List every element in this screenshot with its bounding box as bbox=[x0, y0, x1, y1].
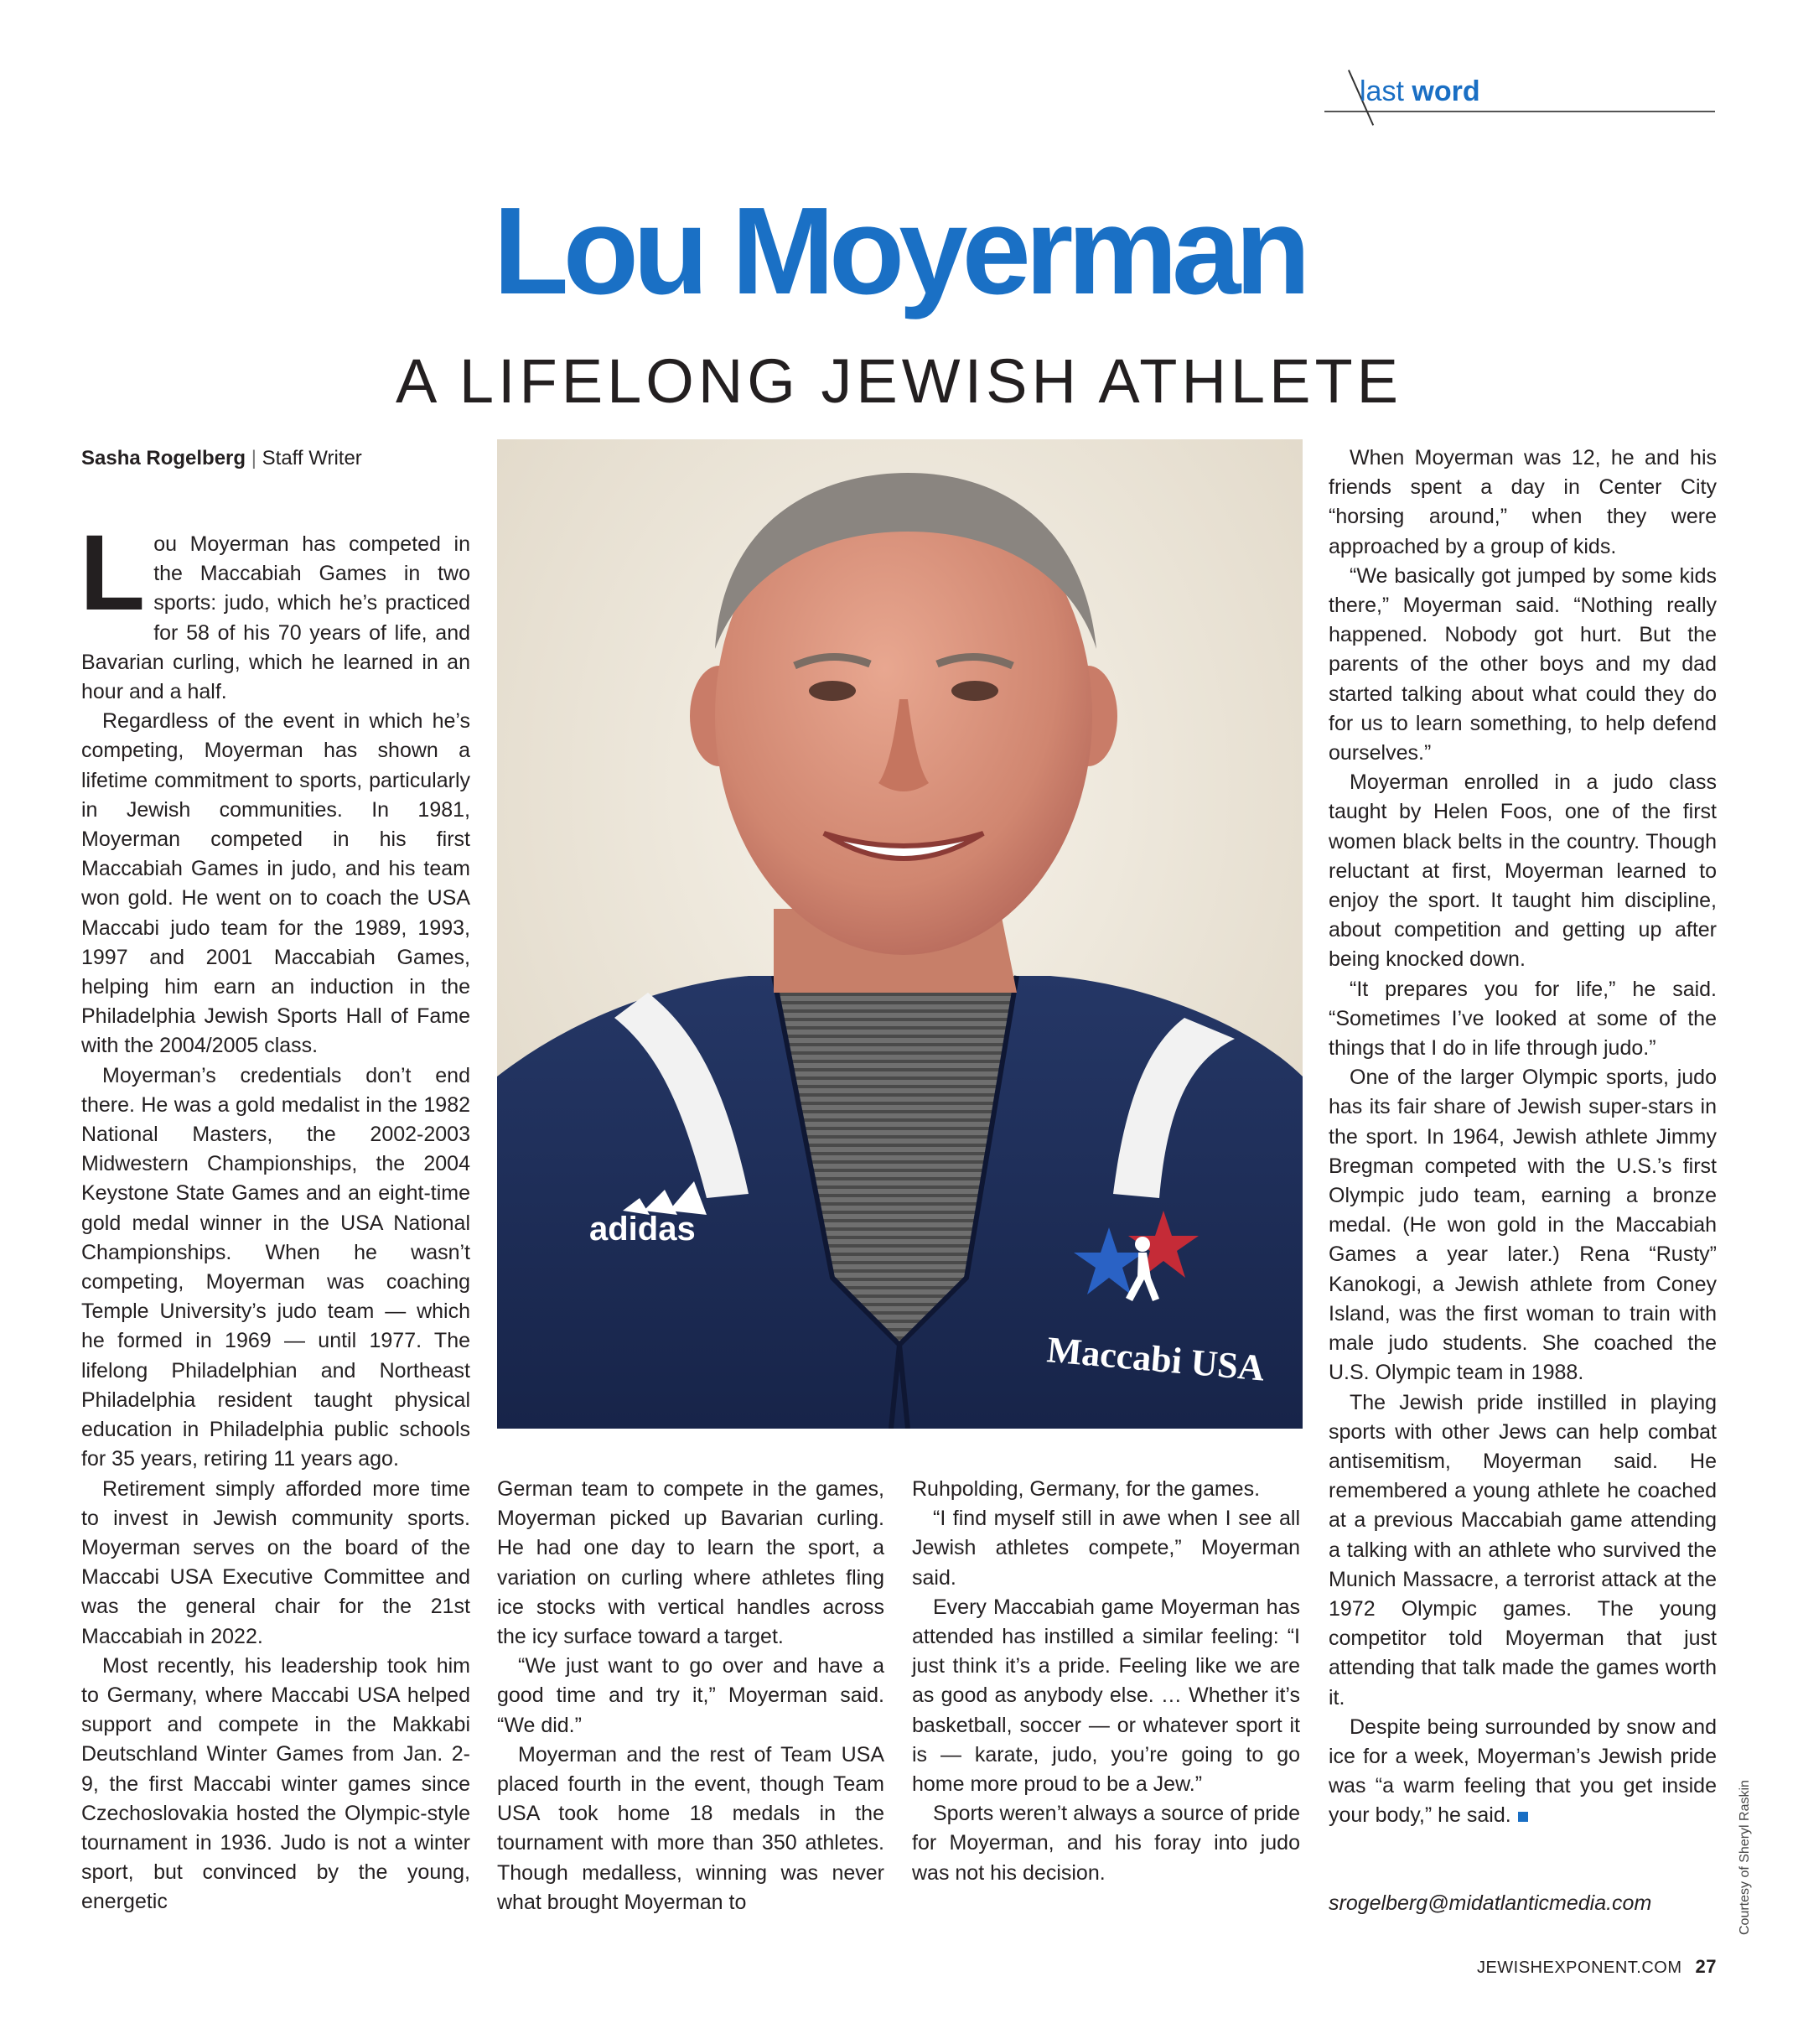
section-tag bbox=[1324, 75, 1715, 126]
paragraph: Every Maccabiah game Moyerman has attended has instilled a similar feeling: “I just think it’s a pride. Feeling like we are as good as anybody else. … Whether it’s basketball, soccer — or whatever sport it is — karate, judo, you’re going to go home more proud to be a Jew.” bbox=[912, 1595, 1300, 1797]
subhead: A LIFELONG JEWISH ATHLETE bbox=[396, 346, 1402, 416]
paragraph: German team to compete in the games, Moyerman picked up Bavarian curling. He had one day to learn the sport, a variation on curling where athletes fling ice stocks with vertical handles across the icy surface toward a target. bbox=[497, 1477, 884, 1649]
section-label: last word bbox=[1360, 75, 1480, 107]
paragraph: Moyerman’s credentials don’t end there. He was a gold medalist in the 1982 National Masters, the 2002-2003 Midwestern Championships, the 2004 Keystone State Games and an eight-time gold medal winner in the USA National Championships. When he wasn’t competing, Moyerman was coaching Temple University’s judo team — which he formed in 1969 — until 1977. The lifelong Philadelphian and Northeast Philadelphia resident taught physical education in Philadelphia public schools for 35 years, retiring 11 years ago. bbox=[81, 1063, 470, 1471]
paragraph: Ruhpolding, Germany, for the games. bbox=[912, 1477, 1261, 1501]
portrait-photo bbox=[497, 439, 1303, 1429]
paragraph: “We just want to go over and have a good time and try it,” Moyerman said. “We did.” bbox=[497, 1654, 884, 1737]
paragraph: Regardless of the event in which he’s competing, Moyerman has shown a lifetime commitment to sports, particularly in Jewish communities. In 1981, Moyerman competed in his first Maccabiah Games in judo, and his team won gold. He went on to coach the USA Maccabi judo team for the 1989, 1993, 1997 and 2001 Maccabiah Games, helping him earn an induction in the Philadelphia Jewish Sports Hall of Fame with the 2004/2005 class. bbox=[81, 709, 470, 1058]
svg-text:adidas: adidas bbox=[589, 1211, 696, 1248]
section-rule bbox=[1324, 111, 1715, 112]
paragraph: Most recently, his leadership took him to Germany, where Maccabi USA helped support and compete in the Makkabi Deutschland Winter Games from Jan. 2-9, the first Maccabi winter games since Czechoslovakia hosted the Olympic-style tournament in 1936. Judo is not a winter sport, but convinced by the young, energetic bbox=[81, 1653, 470, 1914]
page-number: 27 bbox=[1695, 1956, 1717, 1977]
paragraph: “I find myself still in awe when I see all Jewish athletes compete,” Moyerman said. bbox=[912, 1507, 1300, 1590]
byline-role: Staff Writer bbox=[262, 447, 362, 469]
paragraph: The Jewish pride instilled in playing sports with other Jews can help combat antisemitism, Moyerman said. He remembered a young athlete he coached at a previous Maccabiah game attending a talking with an athlete who survived the Munich Massacre, a terrorist attack at the 1972 Olympic games. The young competitor told Moyerman that just attending that talk made the games worth it. bbox=[1329, 1390, 1717, 1709]
paragraph: Moyerman and the rest of Team USA placed fourth in the event, though Team USA took home 18 medals in the tournament with more than 350 athletes. Though medalless, winning was never what brought Moyerman to bbox=[497, 1742, 884, 1914]
article-column-2 bbox=[497, 1475, 884, 1917]
svg-text:Maccabi USA: Maccabi USA bbox=[1045, 1329, 1267, 1389]
footer-site: JEWISHEXPONENT.COM bbox=[1476, 1958, 1682, 1977]
paragraph: Despite being surrounded by snow and ice for a week, Moyerman’s Jewish pride was “a warm feeling that you get inside your body,” he said. bbox=[1329, 1715, 1717, 1828]
byline-separator: | bbox=[251, 447, 256, 469]
byline-author: Sasha Rogelberg bbox=[81, 447, 246, 469]
paragraph: One of the larger Olympic sports, judo has its fair share of Jewish super-stars in the sport. In 1964, Jewish athlete Jimmy Bregman competed with the U.S.’s first Olympic judo team, earning a bronze medal. (He won gold in the Maccabiah Games a year later.) Rena “Rusty” Kanokogi, a Jewish athlete from Coney Island, was the first woman to train with male judo students. She coached the U.S. Olympic team in 1988. bbox=[1329, 1066, 1717, 1385]
paragraph: Retirement simply afforded more time to invest in Jewish community sports. Moyerman serves on the board of the Maccabi USA Executive Committee and was the general chair for the 21st Maccabiah in 2022. bbox=[81, 1476, 470, 1648]
article-column-3 bbox=[912, 1475, 1300, 1888]
article-column-1 bbox=[80, 513, 470, 1917]
paragraph: Lou Moyerman has competed in the Maccabiah Games in two sports: judo, which he’s practiced for 58 of his 70 years of life, and Bavarian curling, which he learned in an hour and a half. bbox=[80, 513, 470, 704]
headline: Lou Moyerman bbox=[493, 182, 1305, 320]
paragraph: Moyerman enrolled in a judo class taught by Helen Foos, one of the first women black belts in the country. Though reluctant at first, Moyerman learned to enjoy the sport. It taught him discipline, about competition and getting up after being knocked down. bbox=[1329, 770, 1717, 972]
paragraph: “We basically got jumped by some kids there,” Moyerman said. “Nothing really happened. Nobody got hurt. But the parents of the other boys and my dad started talking about what could they do for us to learn something, to help defend ourselves.” bbox=[1329, 563, 1717, 765]
author-email-link[interactable]: srogelberg@midatlanticmedia.com bbox=[1329, 1891, 1652, 1915]
paragraph: When Moyerman was 12, he and his friends spent a day in Center City “horsing around,” when they were approached by a group of kids. bbox=[1329, 446, 1717, 558]
photo-credit: Courtesy of Sheryl Raskin bbox=[1738, 1780, 1752, 1935]
byline bbox=[81, 446, 362, 471]
article-column-4 bbox=[1329, 444, 1717, 1831]
drop-cap: L bbox=[80, 513, 146, 633]
end-mark-icon bbox=[1518, 1812, 1528, 1822]
paragraph: Sports weren’t always a source of pride for Moyerman, and his foray into judo was not his decision. bbox=[912, 1802, 1300, 1885]
page-footer bbox=[1477, 1956, 1717, 1978]
paragraph: “It prepares you for life,” he said. “Sometimes I’ve looked at some of the things that I do in life through judo.” bbox=[1329, 977, 1717, 1061]
